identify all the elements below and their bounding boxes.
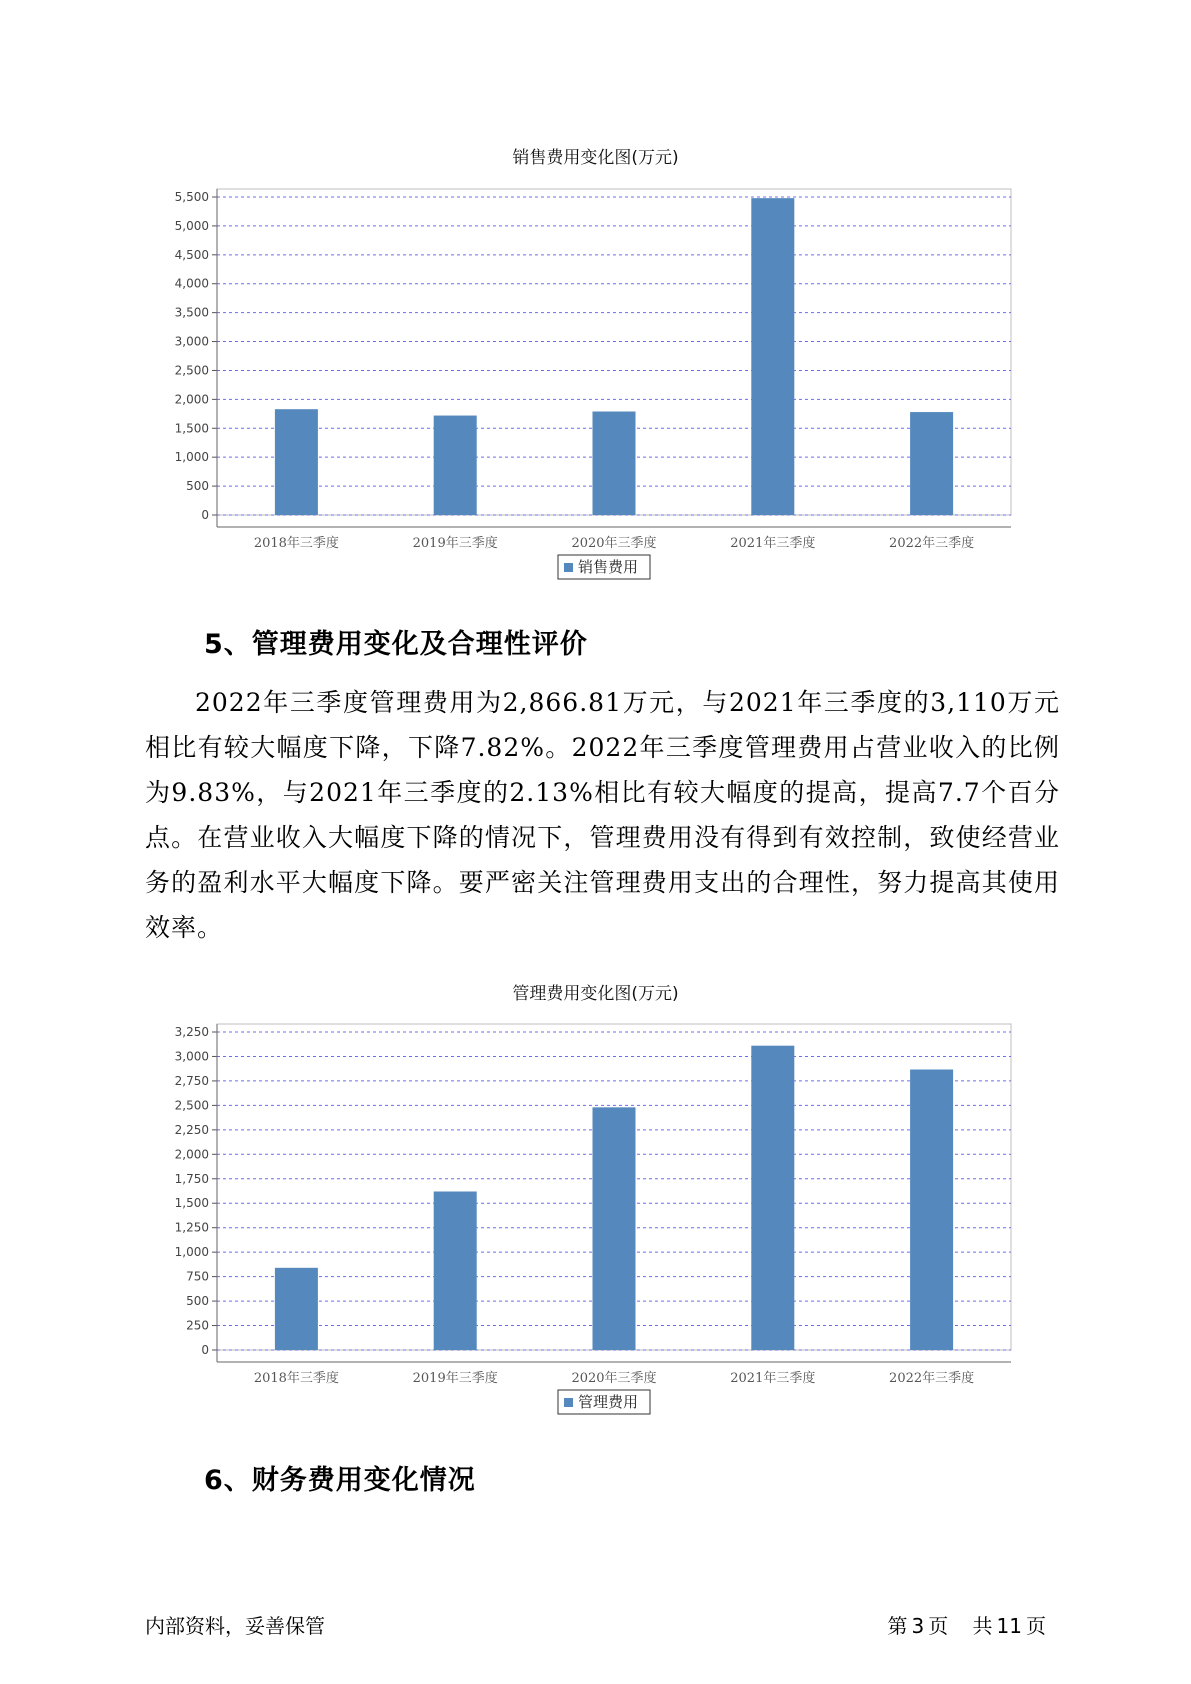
sales-chart-ytick-label: 0 — [201, 508, 209, 522]
section-5-heading: 5、管理费用变化及合理性评价 — [204, 629, 588, 660]
admin-chart-ytick-label: 3,000 — [174, 1049, 209, 1064]
total-prefix: 共 — [972, 1614, 993, 1638]
admin-chart-bar — [910, 1069, 953, 1350]
sales-chart-ytick-label: 2,000 — [174, 392, 209, 407]
admin-chart-ytick-label: 500 — [186, 1294, 209, 1309]
admin-chart-ytick-label: 3,250 — [174, 1025, 209, 1039]
admin-chart-ytick-label: 2,750 — [174, 1073, 209, 1088]
sales-chart-title: 销售费用变化图(万元) — [512, 148, 679, 168]
sales-expense-chart — [0, 165, 1191, 595]
admin-chart-ytick-label: 1,750 — [174, 1171, 209, 1186]
sales-chart-category-label: 2020年三季度 — [571, 536, 657, 551]
sales-chart-ytick-label: 2,500 — [174, 363, 209, 378]
admin-chart-bar — [434, 1191, 477, 1350]
footer-page-indicator — [883, 1610, 1046, 1639]
total-suffix: 页 — [1026, 1614, 1046, 1638]
admin-chart-bar — [593, 1107, 636, 1350]
sales-chart-category-label: 2022年三季度 — [889, 536, 975, 551]
admin-chart-category-label: 2019年三季度 — [412, 1371, 498, 1386]
sales-chart-bar — [275, 409, 318, 515]
admin-chart-ytick-label: 2,250 — [174, 1122, 209, 1137]
sales-chart-bar — [434, 416, 477, 515]
admin-chart-bar — [751, 1046, 794, 1350]
sales-chart-category-label: 2019年三季度 — [412, 536, 498, 551]
sales-chart-ytick-label: 5,000 — [174, 218, 209, 233]
total-pages: 11 — [996, 1614, 1022, 1638]
sales-chart-ytick-label: 3,000 — [174, 334, 209, 349]
sales-chart-ytick-label: 1,500 — [174, 421, 209, 436]
admin-chart-ytick-label: 1,500 — [174, 1196, 209, 1211]
admin-expense-chart — [0, 1000, 1191, 1430]
admin-chart-category-label: 2022年三季度 — [889, 1371, 975, 1386]
admin-chart-ytick-label: 250 — [186, 1318, 209, 1333]
admin-chart-bar — [275, 1268, 318, 1350]
sales-chart-ytick-label: 500 — [186, 479, 209, 494]
sales-chart-bar — [751, 198, 794, 515]
footer-confidential-note: 内部资料，妥善保管 — [145, 1614, 325, 1638]
sales-chart-ytick-label: 4,500 — [174, 247, 209, 262]
section-6-heading: 6、财务费用变化情况 — [204, 1465, 476, 1496]
page-number: 3 — [911, 1614, 925, 1638]
admin-chart-category-label: 2018年三季度 — [253, 1371, 339, 1386]
sales-chart-ytick-label: 3,500 — [174, 305, 209, 320]
admin-chart-legend-swatch — [564, 1398, 573, 1407]
sales-chart-category-label: 2018年三季度 — [253, 536, 339, 551]
admin-chart-category-label: 2021年三季度 — [730, 1371, 816, 1386]
sales-chart-ytick-label: 5,500 — [174, 190, 209, 204]
sales-chart-category-label: 2021年三季度 — [730, 536, 816, 551]
admin-chart-ytick-label: 0 — [201, 1343, 209, 1357]
admin-chart-ytick-label: 750 — [186, 1269, 209, 1284]
sales-chart-ytick-label: 4,000 — [174, 276, 209, 291]
sales-chart-legend-label: 销售费用 — [578, 558, 639, 576]
sales-chart-ytick-label: 1,000 — [174, 450, 209, 465]
sales-chart-bar — [593, 412, 636, 515]
admin-chart-ytick-label: 1,250 — [174, 1220, 209, 1235]
sales-chart-legend-swatch — [564, 563, 573, 572]
admin-chart-title: 管理费用变化图(万元) — [512, 984, 679, 1004]
admin-chart-legend-label: 管理费用 — [578, 1393, 639, 1411]
sales-chart-bar — [910, 412, 953, 515]
admin-chart-ytick-label: 1,000 — [174, 1245, 209, 1260]
admin-chart-ytick-label: 2,500 — [174, 1098, 209, 1113]
admin-chart-category-label: 2020年三季度 — [571, 1371, 657, 1386]
page-suffix: 页 — [928, 1614, 949, 1638]
section-5-paragraph: 2022年三季度管理费用为2,866.81万元，与2021年三季度的3,110万元相比有较大幅度下降，下降7.82%。2022年三季度管理费用占营业收入的比例为9.83%，与2021年三季度的2.13%相比有较大幅度的提高，提高7.7个百分点。在营业收入大幅度下降的情况下，管理费用没有得到有效控制，致使经营业务的盈利水平大幅度下降。要严密关注管理费用支出的合理性，努力提高其使用效率。 — [145, 688, 1060, 942]
admin-chart-ytick-label: 2,000 — [174, 1147, 209, 1162]
page-prefix: 第 — [887, 1614, 908, 1638]
